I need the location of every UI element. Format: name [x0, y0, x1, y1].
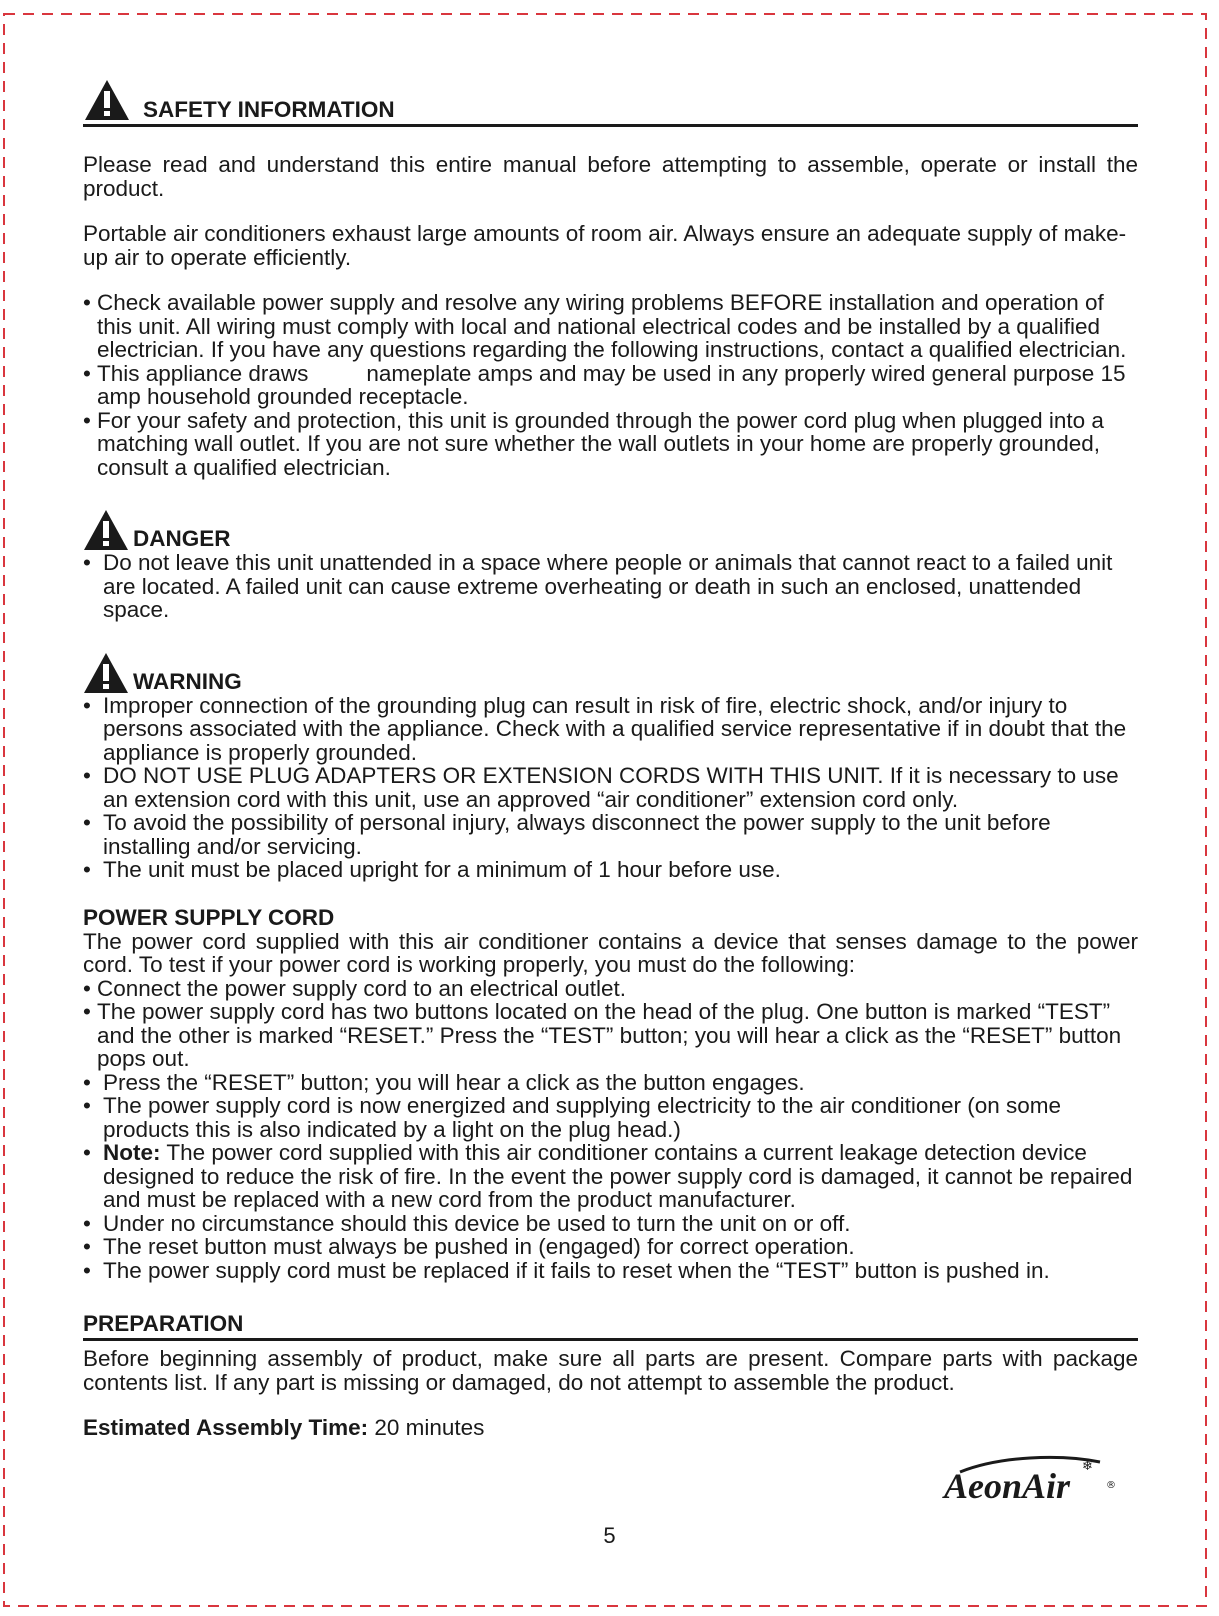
power-cord-intro: The power cord supplied with this air conditioner contains a device that senses damage to the power cord. To test if your power cord is working properly, you must do the following: — [83, 928, 1138, 977]
registered-mark-icon: ® — [1106, 1480, 1116, 1491]
power-cord-bullet: • The power supply cord has two buttons located on the head of the plug. One button is marked “TEST” and the other is marked “RESET.” Press the “TEST” button; you will hear a click as the “RESET” button pops out. — [83, 1000, 1138, 1071]
warning-title: WARNING — [133, 668, 242, 694]
amps-text-a: This appliance draws — [97, 360, 309, 386]
snowflake-icon: ❄ — [1082, 1459, 1093, 1474]
aeonair-logo — [940, 1450, 1120, 1510]
warning-bullet: • The unit must be placed upright for a minimum of 1 hour before use. — [83, 858, 1138, 882]
warning-triangle-icon — [83, 78, 131, 122]
power-cord-title: POWER SUPPLY CORD — [83, 904, 335, 930]
safety-intro-1: Please read and understand this entire manual before attempting to assemble, operate or install the product. — [83, 152, 1138, 201]
safety-bullet-wiring: • Check available power supply and resolve any wiring problems BEFORE installation and operation of this unit. All wiring must comply with local and national electrical codes and be installed by a qualified electrician. If you have any questions regarding the following instructions, contact a qualified electrician. — [83, 291, 1138, 362]
power-cord-bullet: • Press the “RESET” button; you will hear a click as the button engages. — [83, 1071, 1138, 1095]
amps-text-b: nameplate amps and may be used in any properly wired general purpose 15 amp household grounded receptacle. — [97, 360, 1126, 409]
danger-bullets — [83, 551, 1138, 622]
warning-bullets — [83, 694, 1138, 882]
warning-bullet: • Improper connection of the grounding plug can result in risk of fire, electric shock, and/or injury to persons associated with the appliance. Check with a qualified service representative if in doubt that the appliance is properly grounded. — [83, 694, 1138, 765]
danger-triangle-icon — [83, 509, 129, 551]
preparation-header — [83, 1312, 1138, 1341]
assembly-time-label: Estimated Assembly Time: — [83, 1415, 369, 1440]
danger-bullet: • Do not leave this unit unattended in a space where people or animals that cannot react to a failed unit are located. A failed unit can cause extreme overheating or death in such an enclosed, unattended space. — [83, 551, 1138, 622]
power-cord-bullet: • Connect the power supply cord to an electrical outlet. — [83, 977, 1138, 1001]
power-cord-bullets-b — [83, 1071, 1138, 1283]
warning-header — [83, 652, 1138, 694]
assembly-time-value: 20 minutes — [368, 1415, 485, 1440]
page-number: 5 — [603, 1523, 616, 1548]
power-cord-bullets-a — [83, 977, 1138, 1071]
note-text: The power cord supplied with this air conditioner contains a current leakage detection device designed to reduce the risk of fire. In the event the power supply cord is damaged, it cannot be repaired and must be replaced with a new cord from the product manufacturer. — [103, 1140, 1133, 1212]
safety-bullets — [83, 291, 1138, 479]
warning-bullet: • DO NOT USE PLUG ADAPTERS OR EXTENSION CORDS WITH THIS UNIT. If it is necessary to use an extension cord with this unit, use an approved “air conditioner” extension cord only. — [83, 764, 1138, 811]
safety-header — [83, 78, 1138, 127]
warning-triangle-icon — [83, 652, 129, 694]
power-cord-bullet: • The power supply cord must be replaced if it fails to reset when the “TEST” button is pushed in. — [83, 1259, 1138, 1283]
safety-title: SAFETY INFORMATION — [143, 97, 395, 122]
power-cord-bullet: • Under no circumstance should this device be used to turn the unit on or off. — [83, 1212, 1138, 1236]
logo-text: AeonAir — [944, 1466, 1071, 1506]
danger-header — [83, 509, 1138, 551]
assembly-time — [83, 1416, 1138, 1440]
warning-bullet: • To avoid the possibility of personal injury, always disconnect the power supply to the unit before installing and/or servicing. — [83, 811, 1138, 858]
preparation-text: Before beginning assembly of product, make sure all parts are present. Compare parts with package contents list. If any part is missing or damaged, do not attempt to assemble the product. — [83, 1346, 1138, 1395]
safety-intro-2: Portable air conditioners exhaust large amounts of room air. Always ensure an adequate supply of make-up air to operate efficiently. — [83, 221, 1127, 270]
preparation-title: PREPARATION — [83, 1311, 244, 1336]
safety-bullet-grounding: • For your safety and protection, this unit is grounded through the power cord plug when plugged into a matching wall outlet. If you are not sure whether the wall outlets in your home are properly grounded, consult a qualified electrician. — [83, 409, 1138, 480]
manual-page — [83, 78, 1138, 1440]
power-cord-bullet: • The reset button must always be pushed in (engaged) for correct operation. — [83, 1235, 1138, 1259]
danger-title: DANGER — [133, 526, 231, 551]
power-cord-note — [83, 1141, 1138, 1212]
note-label: Note: — [103, 1140, 161, 1165]
power-cord-bullet: • The power supply cord is now energized and supplying electricity to the air conditioner (on some products this is also indicated by a light on the plug head.) — [83, 1094, 1138, 1141]
safety-bullet-amps — [83, 362, 1138, 409]
